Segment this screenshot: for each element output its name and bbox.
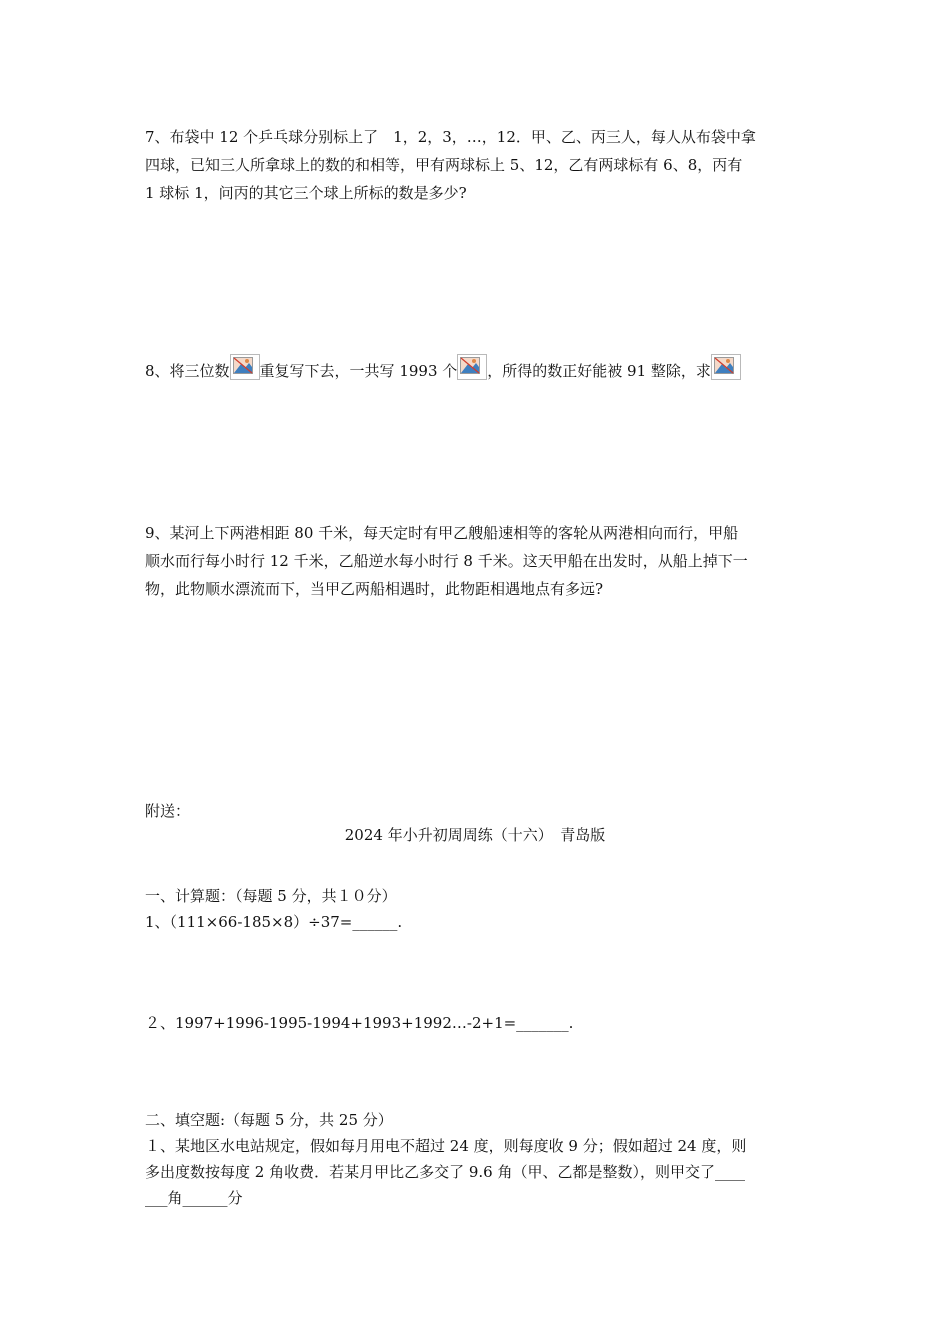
section-2 bbox=[145, 1107, 810, 1211]
section-1-question-2: ２、1997+1996-1995-1994+1993+1992…-2+1=_______. bbox=[145, 1014, 574, 1032]
question-7-line-3: 1 球标 1，问丙的其它三个球上所标的数是多少? bbox=[145, 184, 467, 202]
broken-image-icon bbox=[711, 354, 741, 380]
broken-image-icon bbox=[457, 354, 487, 380]
worksheet-title: 2024 年小升初周周练（十六） 青岛版 bbox=[344, 826, 606, 844]
question-8-line bbox=[145, 354, 810, 385]
question-9 bbox=[145, 519, 810, 603]
question-9-line-3: 物，此物顺水漂流而下，当甲乙两船相遇时，此物距相遇地点有多远? bbox=[145, 580, 604, 598]
section-2-question-1-line-2: 多出度数按每度 2 角收费．若某月甲比乙多交了 9.6 角（甲、乙都是整数），则甲交了____ bbox=[145, 1163, 745, 1181]
section-2-heading: 二、填空题:（每题 5 分，共 25 分） bbox=[145, 1111, 393, 1129]
question-8-text-2: 重复写下去，一共写 1993 个 bbox=[259, 362, 458, 380]
question-9-line-1: 9、某河上下两港相距 80 千米，每天定时有甲乙艘船速相等的客轮从两港相向而行，甲船 bbox=[145, 524, 739, 542]
section-1-question-1: 1、（111×66-185×8）÷37=______. bbox=[145, 913, 403, 931]
section-1-heading-block bbox=[145, 883, 810, 935]
question-8-text-3: ，所得的数正好能被 91 整除，求 bbox=[487, 362, 711, 380]
section-2-question-1-line-1: １、某地区水电站规定，假如每月用电不超过 24 度，则每度收 9 分；假如超过 24 度，则 bbox=[145, 1137, 747, 1155]
question-7-line-2: 四球，已知三人所拿球上的数的和相等，甲有两球标上 5、12，乙有两球标有 6、8，丙有 bbox=[145, 156, 743, 174]
question-7 bbox=[145, 123, 810, 207]
question-8-text-1: 8、将三位数 bbox=[145, 362, 230, 380]
question-7-line-1: 7、布袋中 12 个乒乓球分别标上了 1，2，3，…，12．甲、乙、丙三人，每人从布袋中拿 bbox=[145, 128, 756, 146]
question-8 bbox=[145, 354, 810, 385]
appendix-label: 附送： bbox=[145, 802, 191, 820]
question-9-line-2: 顺水而行每小时行 12 千米，乙船逆水每小时行 8 千米。这天甲船在出发时，从船上掉下一 bbox=[145, 552, 748, 570]
broken-image-icon bbox=[230, 354, 260, 380]
section-2-question-1-line-3: ___角______分 bbox=[145, 1189, 243, 1207]
section-1-heading: 一、计算题：（每题 5 分，共１０分） bbox=[145, 887, 397, 905]
